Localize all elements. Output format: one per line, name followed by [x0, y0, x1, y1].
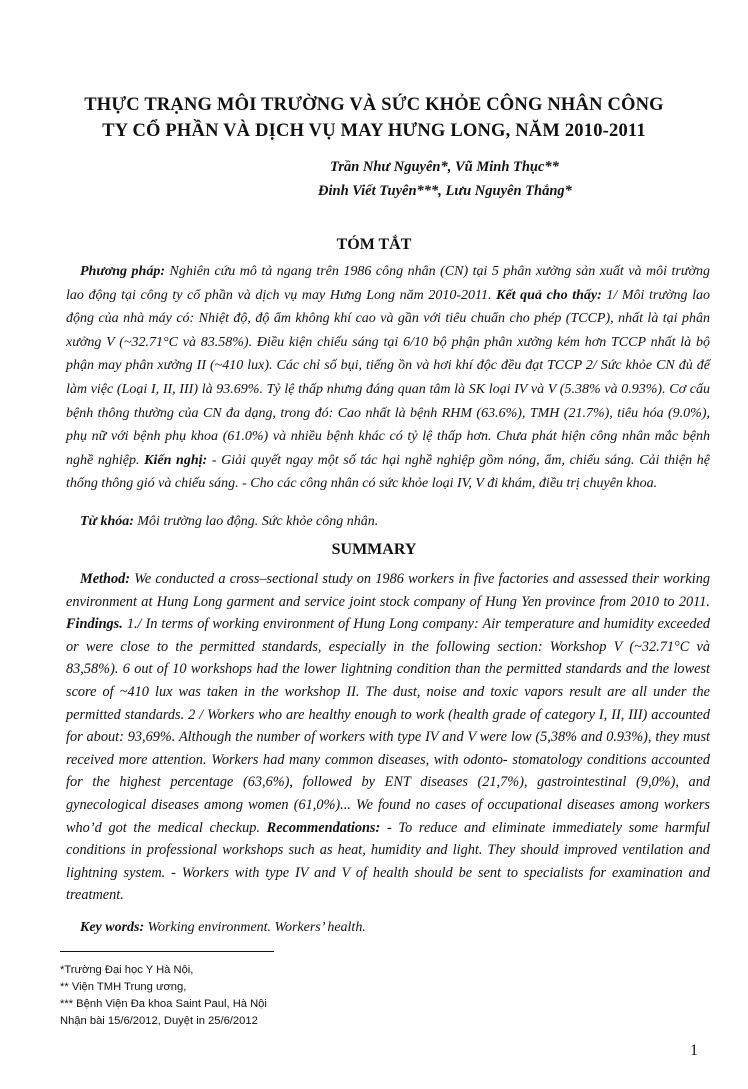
vn-keywords [80, 514, 378, 530]
authors-line-1: Trần Như Nguyên*, Vũ Minh Thục** [330, 159, 559, 175]
footnote-affiliation-3: *** Bệnh Viện Đa khoa Saint Paul, Hà Nội [60, 998, 267, 1010]
vn-method-label: Phương pháp: [80, 264, 165, 279]
en-keywords-label: Key words: [80, 920, 145, 935]
en-keywords [80, 920, 366, 936]
footnote-affiliation-2: ** Viện TMH Trung ương, [60, 981, 187, 993]
footnotes [60, 962, 460, 1030]
vn-keywords-text: Môi trường lao động. Sức khỏe công nhân. [133, 514, 379, 529]
english-summary [66, 568, 710, 907]
en-method-text: We conducted a cross–sectional study on 1986 workers in five factories and assessed their working environment at Hung Long garment and service joint stock company of Hung Yen province from 2010 to 2011. [66, 571, 710, 610]
vn-reco-text: - Giải quyết ngay một số tác hại nghề nghiệp gồm nóng, ẩm, chiếu sáng. Cải thiện hệ thống thông gió và chiếu sáng. - Cho các công nhân có sức khỏe loại IV, V đi khám, điều trị chuyên khoa. [66, 452, 710, 492]
en-findings-text: 1./ In terms of working environment of Hung Long company: Air temperature and humidity exceeded or were close to the permitted standards, especially in the following section: Workshop V (~32.71°C và 83,58%). 6 out of 10 workshops had the lower lightning condition than the permitted standards and the lowest score of ~410 lux was taken in the workshop II. The dust, noise and toxic vapors result are all under the permitted standards. 2 / Workers who are healthy enough to work (health grade of category I, II, III) accounted for about: 93,69%. Although the number of workers with type IV and V were low (5,38% and 0.93%), they must received more attention. Workers had many common diseases, with odonto- stomatology conditions accounted for the highest percentage (63,6%), followed by ENT diseases (21,7%), gastrointestinal (9,0%), and gynecological diseases among women (61,0%)... We found no cases of occupational diseases among workers who’d got the medical checkup. [66, 616, 710, 836]
vn-keywords-label: Từ khóa: [80, 514, 134, 529]
en-findings-label: Findings. [66, 616, 123, 633]
authors-line-2: Đinh Viết Tuyên***, Lưu Nguyên Thắng* [318, 183, 572, 199]
vietnamese-abstract [66, 260, 710, 496]
footnote-affiliation-1: *Trường Đại học Y Hà Nội, [60, 964, 194, 976]
title-line-2: TY CỔ PHẦN VÀ DỊCH VỤ MAY HƯNG LONG, NĂM 2010-2011 [102, 121, 646, 141]
summary-heading: SUMMARY [331, 541, 417, 558]
vn-results-label: Kết quả cho thấy: [496, 287, 602, 303]
en-keywords-text: Working environment. Workers’ health. [144, 920, 366, 935]
footnote-dates: Nhận bài 15/6/2012, Duyệt in 25/6/2012 [60, 1015, 258, 1027]
en-reco-label: Recommendations: [266, 819, 381, 836]
vn-method-text: Nghiên cứu mô tả ngang trên 1986 công nhân (CN) tại 5 phân xưởng sản xuất và môi trường lao động tại công ty cổ phần và dịch vụ may Hưng Long năm 2010-2011. [66, 264, 710, 303]
page-number: 1 [690, 1042, 698, 1059]
en-reco-text: - To reduce and eliminate immediately some harmful conditions in professional workshops such as heat, humidity and light. They should improved ventilation and lightning system. - Workers with type IV and V of health should be sent to specialists for examination and treatment. [66, 819, 710, 904]
vn-reco-label: Kiến nghị: [144, 452, 208, 468]
vn-results-text: 1/ Môi trường lao động của nhà máy có: Nhiệt độ, độ ẩm không khí cao và gần với tiêu chuẩn cho phép (TCCP), nhất là tại phân xưởng V (~32.71°C và 83.58%). Điều kiện chiếu sáng tại 6/10 bộ phận phân xưởng kém hơn TCCP nhất là bộ phận may phân xưởng II (~410 lux). Các chỉ số bụi, tiếng ồn và hơi khí độc đều đạt TCCP 2/ Sức khỏe CN đủ để làm việc (Loại I, II, III) là 93.69%. Tỷ lệ thấp nhưng đáng quan tâm là SK loại IV và V (5.38% và 0.93%). Cơ cấu bệnh thông thường của CN đa dạng, trong đó: Cao nhất là bệnh RHM (63.6%), TMH (21.7%), tiêu hóa (9.0%), phụ nữ với bệnh phụ khoa (61.0%) và nhiều bệnh khác có tỷ lệ thấp hơn. Chưa phát hiện công nhân mắc bệnh nghề nghiệp. [66, 287, 711, 468]
footnote-divider [60, 951, 274, 952]
tomtat-heading: TÓM TẮT [336, 236, 412, 253]
author-list [318, 155, 730, 203]
paper-title [40, 92, 708, 144]
en-method-label: Method: [80, 571, 131, 587]
title-line-1: THỰC TRẠNG MÔI TRƯỜNG VÀ SỨC KHỎE CÔNG NHÂN CÔNG [84, 95, 664, 115]
